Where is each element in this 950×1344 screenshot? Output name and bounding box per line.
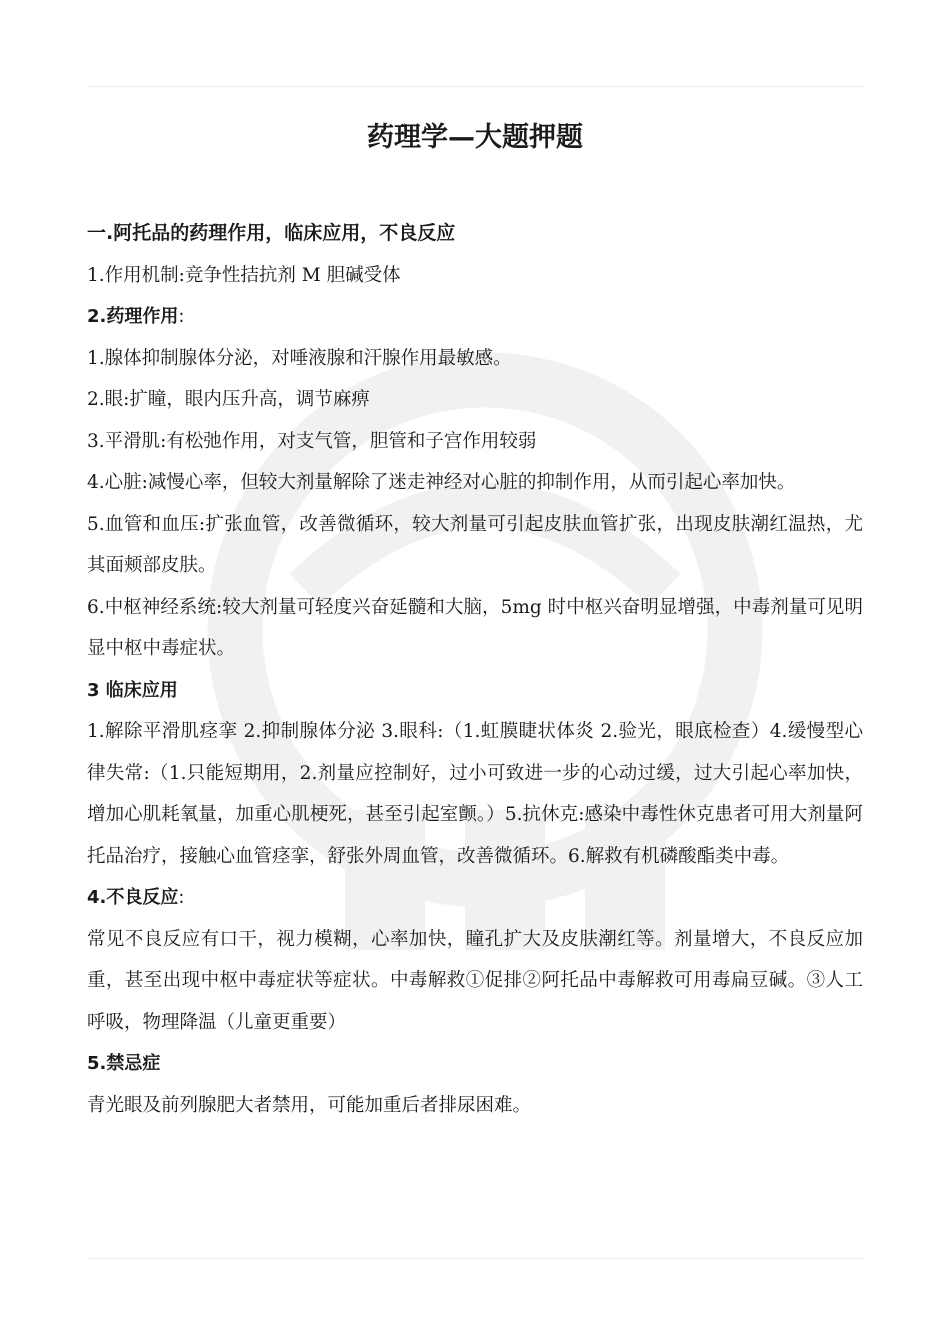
adverse-heading xyxy=(87,877,863,919)
header-divider xyxy=(87,86,863,87)
clinical-text: 1.解除平滑肌痉挛 2.抑制腺体分泌 3.眼科:（1.虹膜睫状体炎 2.验光，眼底检查）4.缓慢型心律失常:（1.只能短期用，2.剂量应控制好，过小可致进一步的心动过缓，过大引起心率加快，增加心肌耗氧量，加重心肌梗死，甚至引起室颤。）5.抗休克:感染中毒性休克患者可用大剂量阿托品治疗，接触心血管痉挛，舒张外周血管，改善微循环。6.解救有机磷酸酯类中毒。 xyxy=(87,721,863,867)
pharmacology-heading-colon: : xyxy=(178,306,185,327)
adverse-heading-colon: : xyxy=(178,887,185,908)
adverse-text: 常见不良反应有口干，视力模糊，心率加快，瞳孔扩大及皮肤潮红等。剂量增大，不良反应加重，甚至出现中枢中毒症状等症状。中毒解救①促排②阿托品中毒解救可用毒扁豆碱。③人工呼吸，物理降温（儿童更重要） xyxy=(87,928,863,1033)
mechanism-text: 1.作用机制:竞争性拮抗剂 M 胆碱受体 xyxy=(87,264,401,286)
pharmacology-heading xyxy=(87,296,863,338)
pharmacology-item: 4.心脏:减慢心率，但较大剂量解除了迷走神经对心脏的抑制作用，从而引起心率加快。 xyxy=(87,472,796,493)
contraindication-heading: 5.禁忌症 xyxy=(87,1053,161,1074)
adverse-heading-label: 4.不良反应 xyxy=(87,887,179,908)
clinical-heading: 3 临床应用 xyxy=(87,679,178,701)
pharmacology-item: 2.眼:扩瞳，眼内压升高，调节麻痹 xyxy=(87,389,370,410)
pharmacology-heading-label: 2.药理作用 xyxy=(87,306,179,327)
pharmacology-item: 1.腺体抑制腺体分泌，对唾液腺和汗腺作用最敏感。 xyxy=(87,347,512,369)
page-title: 药理学—大题押题 xyxy=(367,122,583,153)
pharmacology-item: 3.平滑肌:有松弛作用，对支气管，胆管和子宫作用较弱 xyxy=(87,430,537,452)
document-body xyxy=(87,213,863,1126)
section-heading: 一.阿托品的药理作用，临床应用，不良反应 xyxy=(87,222,456,244)
pharmacology-item: 5.血管和血压:扩张血管，改善微循环，较大剂量可引起皮肤血管扩张，出现皮肤潮红温热，尤其面颊部皮肤。 xyxy=(87,513,863,576)
pharmacology-item: 6.中枢神经系统:较大剂量可轻度兴奋延髓和大脑，5mg 时中枢兴奋明显增强，中毒剂量可见明显中枢中毒症状。 xyxy=(87,596,863,659)
footer-divider xyxy=(87,1258,863,1259)
contraindication-text: 青光眼及前列腺肥大者禁用，可能加重后者排尿困难。 xyxy=(87,1094,532,1116)
